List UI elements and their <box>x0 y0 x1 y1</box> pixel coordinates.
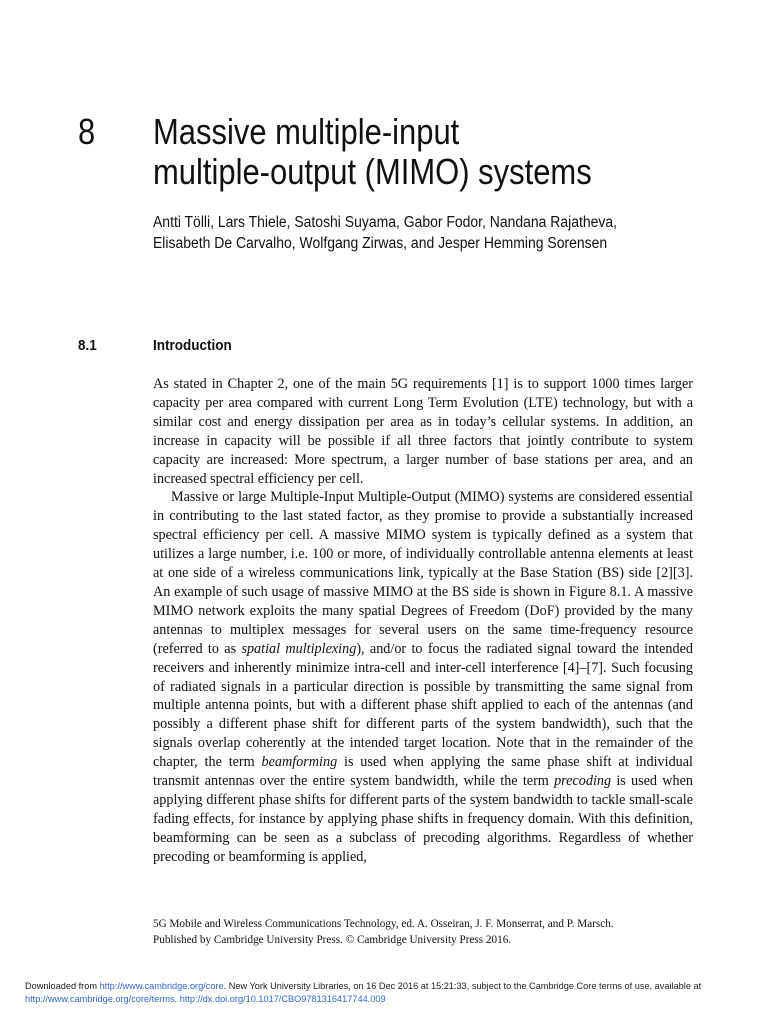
download-notice <box>25 980 765 1006</box>
paragraph-2 <box>153 488 693 866</box>
body-text <box>153 375 693 867</box>
chapter-title-line-2: multiple-output (MIMO) systems <box>153 151 592 192</box>
term-precoding: precoding <box>554 773 612 790</box>
paragraph-2-text-d: is used when applying different phase shifts for different parts of the system bandwidth to tackle small-scale fading effects, for instance by applying phase shifts in frequency domain. With this definition, beamforming can be seen as a subclass of precoding algorithms. Regardless of whether precoding or beamforming is applied, <box>153 773 693 865</box>
terms-link[interactable]: http://www.cambridge.org/core/terms <box>25 994 175 1004</box>
chapter-title <box>153 112 669 192</box>
paragraph-2-text-c: is used when applying the same phase shift at individual transmit antennas over the entire system bandwidth, while the term <box>153 754 693 790</box>
paragraph-2-text-b: ), and/or to focus the radiated signal toward the intended receivers and inherently minimize intra-cell and inter-cell interference [4]–[7]. Such focusing of radiated signals in a particular direction is possible by transmitting the same signal from multiple antenna points, but with a different phase shift applied to each of the antennas (and possibly a different phase shift for different parts of the system bandwidth), such that the signals overlap coherently at the intended target location. Note that in the remainder of the chapter, the term <box>153 640 693 771</box>
section-number: 8.1 <box>78 337 97 354</box>
term-spatial-multiplexing: spatial multiplexing <box>241 640 357 657</box>
publication-footnote <box>153 916 713 948</box>
section-title: Introduction <box>153 337 232 354</box>
author-line-2: Elisabeth De Carvalho, Wolfgang Zirwas, and Jesper Hemming Sorensen <box>153 235 608 252</box>
author-list <box>153 212 702 254</box>
paragraph-1: As stated in Chapter 2, one of the main 5G requirements [1] is to support 1000 times larger capacity per area compared with current Long Term Evolution (LTE) technology, but with a similar cost and energy dissipation per area as in today’s cellular systems. In addition, an increase in capacity will be possible if all three factors that jointly contribute to system capacity are increased: More spectrum, a larger number of base stations per area, and an increased spectral efficiency per cell. <box>153 376 693 487</box>
paragraph-2-text-a: Massive or large Multiple-Input Multiple-Output (MIMO) systems are considered essential in contributing to the last stated factor, as they promise to provide a substantially increased spectral efficiency per cell. A massive MIMO system is typically defined as a system that utilizes a large number, i.e. 100 or more, of individually controllable antenna elements at least at one side of a wireless communications link, typically at the Base Station (BS) side [2][3]. An example of such usage of massive MIMO at the BS side is shown in Figure 8.1. A massive MIMO network exploits the many spatial Degrees of Freedom (DoF) provided by the many antennas to multiplex messages for several users on the same time-frequency resource (referred to as <box>153 489 693 657</box>
cambridge-core-link[interactable]: http://www.cambridge.org/core <box>99 981 224 991</box>
download-separator: . <box>174 994 180 1004</box>
chapter-number: 8 <box>78 111 96 152</box>
footnote-line-1: 5G Mobile and Wireless Communications Technology, ed. A. Osseiran, J. F. Monserrat, and P. Marsch. <box>153 918 614 930</box>
term-beamforming: beamforming <box>261 754 338 771</box>
chapter-title-line-1: Massive multiple-input <box>153 111 460 152</box>
doi-link[interactable]: http://dx.doi.org/10.1017/CBO9781316417744.009 <box>179 994 386 1004</box>
author-line-1: Antti Tölli, Lars Thiele, Satoshi Suyama, Gabor Fodor, Nandana Rajatheva, <box>153 214 617 231</box>
download-prefix: Downloaded from <box>25 981 100 991</box>
footnote-line-2: Published by Cambridge University Press. © Cambridge University Press 2016. <box>153 934 512 946</box>
download-middle-text: . New York University Libraries, on 16 Dec 2016 at 15:21:33, subject to the Cambridge Core terms of use, available at <box>223 981 702 991</box>
